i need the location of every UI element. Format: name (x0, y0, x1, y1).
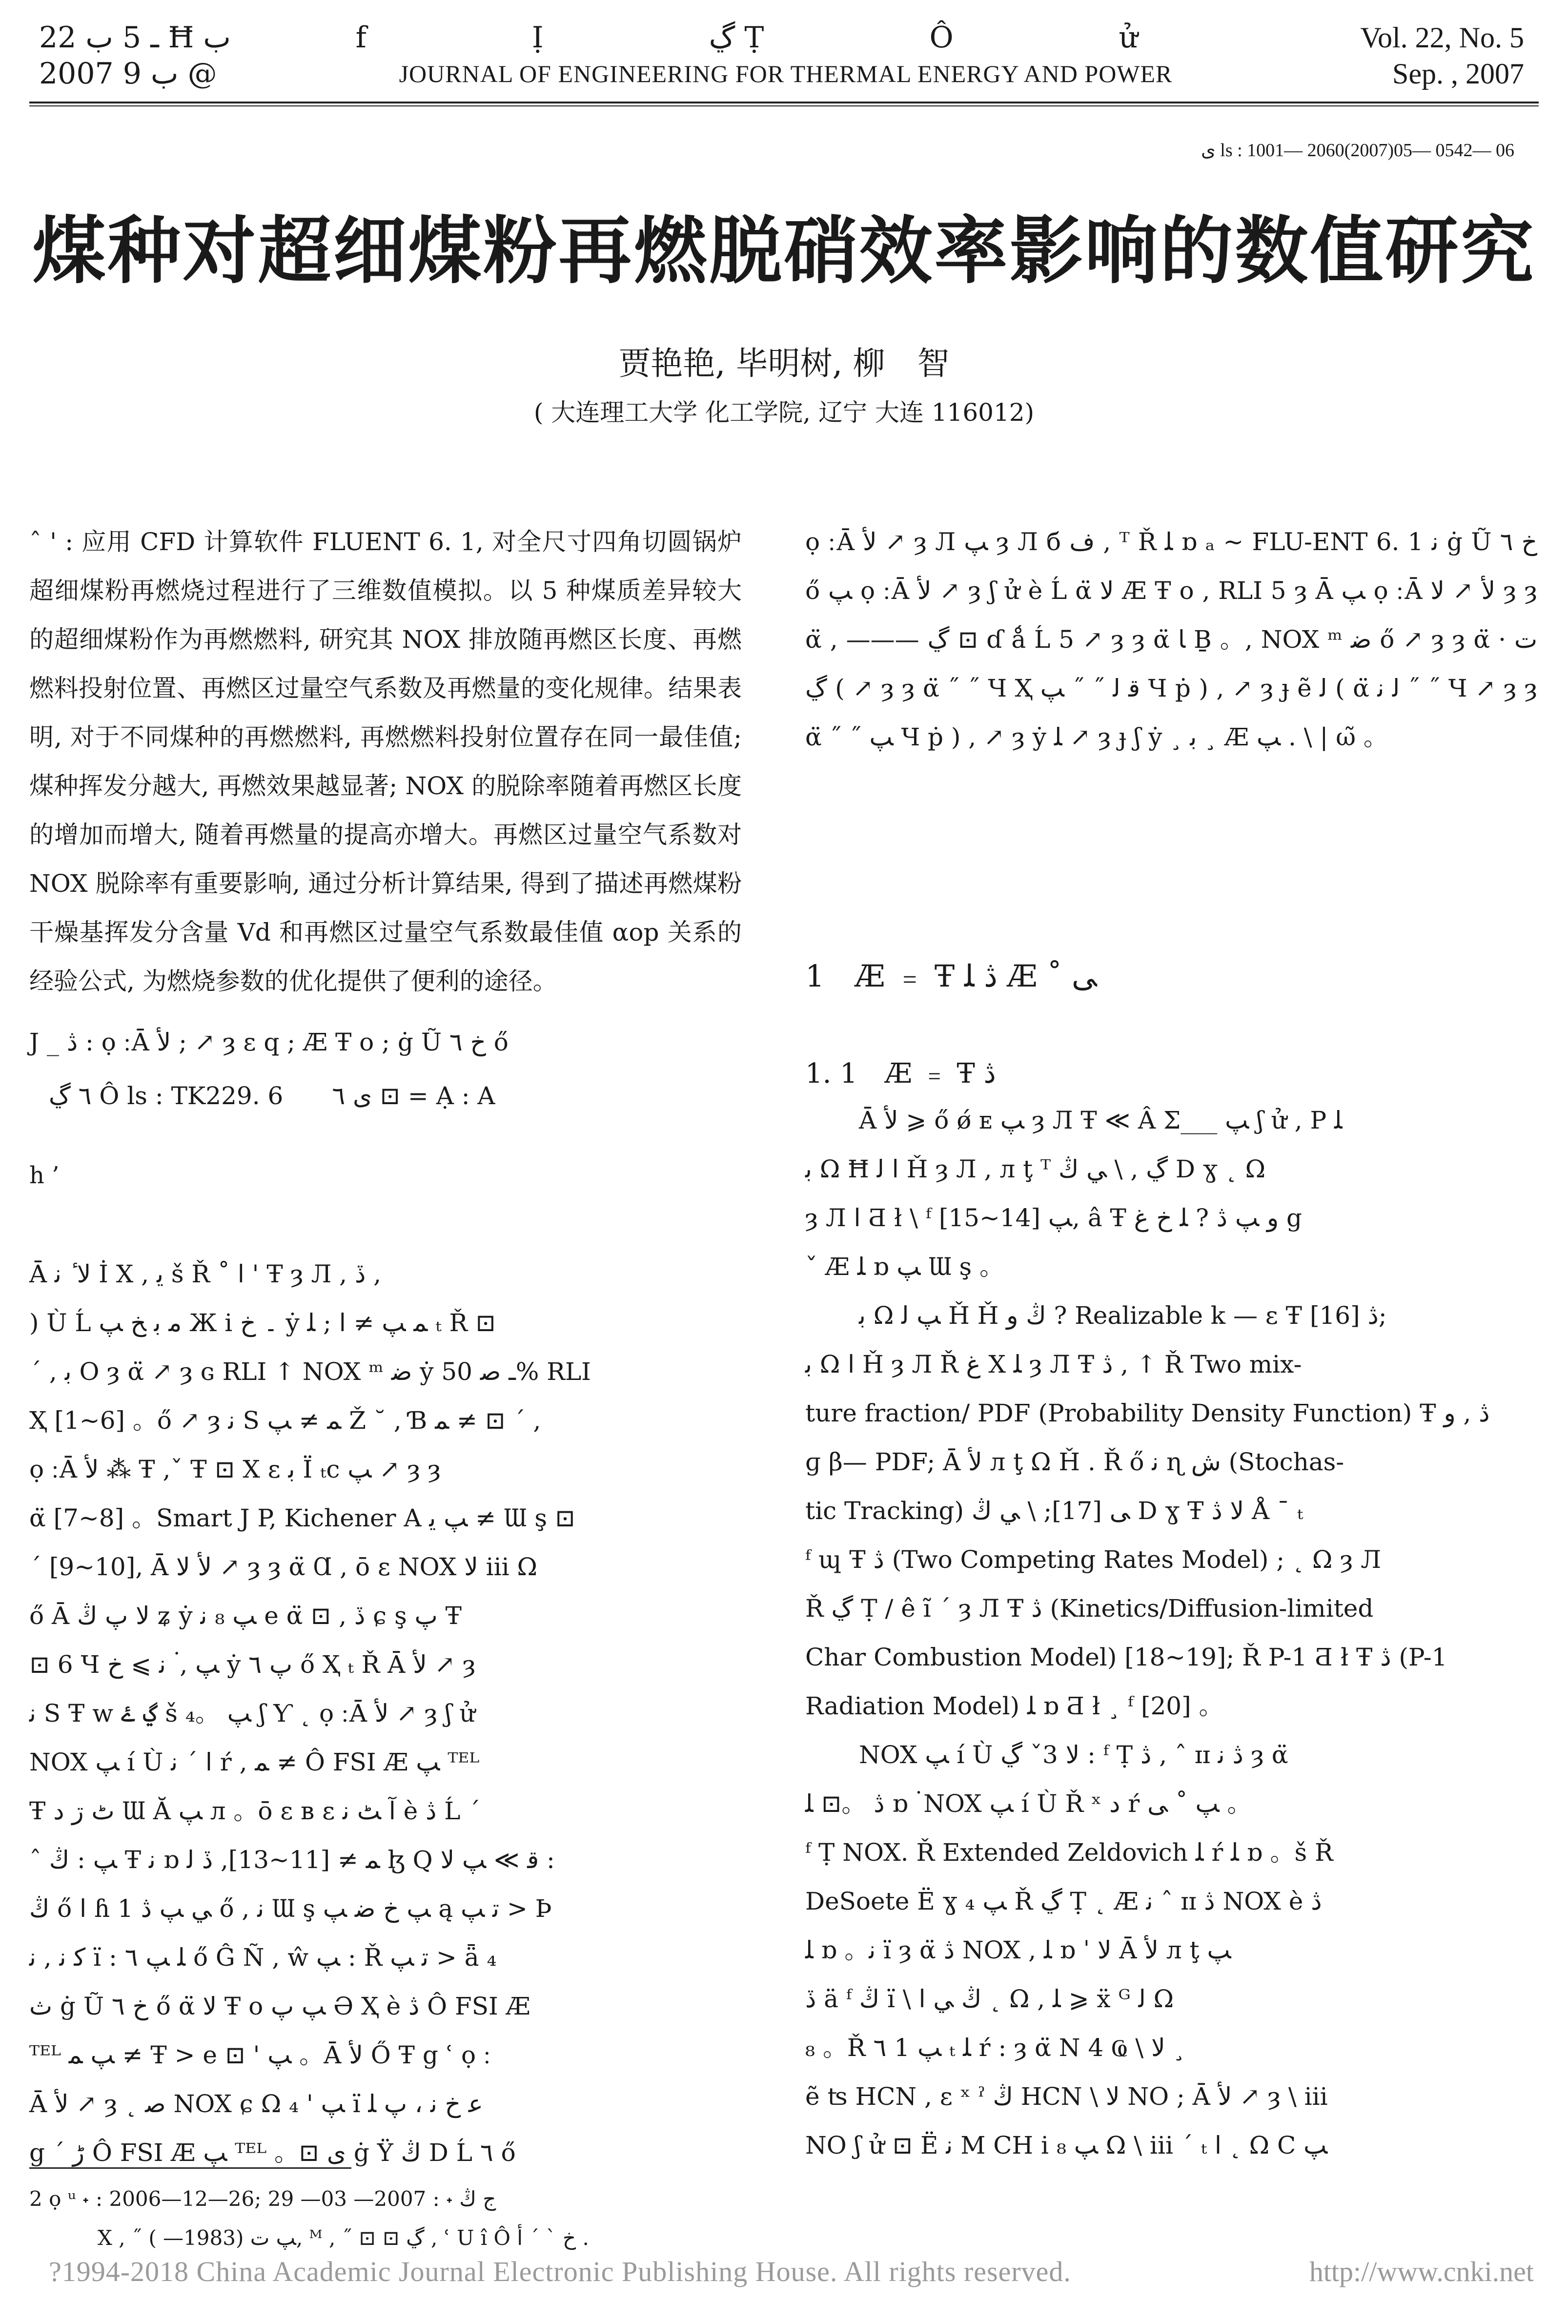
intro-line: ő Ā ﻻ ﭖ ڭ ʑ ẏ ﭗ ₈ ﻧ e α̈ ⊡ , ڏ ɕ ş ﭖ Ŧ (29, 1602, 462, 1630)
copyright-notice: ?1994-2018 China Academic Journal Electronic Publishing House. All rights reserved. (49, 2256, 1071, 2287)
intro-line: ﻧ S Ŧ w ڲ ۓ š ﭗ 。₄ ʃ Ƴ ˛ ọ Ā ﻷ ↗ ȝ ʃ ử (29, 1699, 475, 1728)
journal-header-right (1360, 20, 1524, 92)
intro-line: g ˊ ڑ Ô FSI Æ ﭗ ᵀᴱᴸ 。⊡ ى ġ Ÿ ڭ D Ĺ ٦ ő (29, 2139, 516, 2167)
body-line: tic Tracking) ﯽ [17]; \ ﻲ ڭ D ɣ Ŧ ﻻ ڎ Å ¯ ₜ (805, 1497, 1303, 1525)
introduction-heading: h ’ (29, 1162, 60, 1189)
issue-line: ـ 5 ب 22 Ħ ب (39, 21, 231, 55)
journal-header-center (273, 20, 1298, 92)
body-line: ﺑ Ω ﭗ ﻟ Ȟ Ȟ ڭ ﻭ ? Realizable k — ε Ŧ ڎ [16]; (859, 1301, 1387, 1330)
footnote-received-date: 2 ọ ᵘ ˖ : 2006—12—26; ﺝ ڭ ˖ : 2007— 03— 29 (29, 2187, 496, 2211)
body-line: NOX ﭗ í Ù ﻻ 3ˇ ڲ : ᶠ Ṭ ڎ , ˆ ɪɪ ڎ ﻧ ȝ α̈ (859, 1741, 1288, 1769)
intro-line: ⊡ 6 Ч ﭗ , ۬ ﻧ ⩾ ﺥ ẏ ﭖ ٦ ő Ҳ ₜ Ř Ā ﻷ ↗ ȝ (29, 1650, 476, 1679)
body-line: Ā ﻷ ⩾ ő ǿ ᴇ ﭗ ȝ Л Ŧ ≪ Â Σ___ ﭗ ʃ ử , P ﻠ (859, 1106, 1343, 1134)
intro-line: Ŧ ٹ ڗ ﺩ Ɯ Ă ﭗ л 。ō ε ʙ ε ﺁ ﭧ ﻧ è ڎ Ĺ ˊ (29, 1797, 481, 1825)
volume-number: Vol. 22, No. 5 (1360, 21, 1524, 54)
intro-line: ᵀᴱᴸ ﭗ ﻤ ≠ Ŧ > e ⊡ ' ﭗ 。Ā ﻷ Ő Ŧ g ʿ ọ (29, 2041, 476, 2069)
journal-title-glyphs: f Ị ڲ Ṭ Ô ử (355, 21, 1216, 55)
intro-line: ọ Ā ﻷ ⁂ Ŧ ,ˇ Ŧ ⊡ X ε ﺑ Ï ₜc ﭗ ↗ ȝ ȝ (29, 1455, 441, 1483)
body-line: ڏ ä ᶠ ڭ ï \ ڭ ﻲ ﺍ ˛ Ω , ﻠ ⩾ ẍ ᴳ ﻟ Ω (805, 1985, 1174, 2013)
intro-line: ﻛ ﻧ , ﻧ ï : ﻠ ﭗ ٦ ő Ĝ Ñ , ŵ ﭗ : Ř ﺗ ﭗ > ǟ ₄ (29, 1943, 497, 1972)
body-line: ᶠ Ṭ NOX. Ř Extended Zeldovich ﻠ ŕ ﻠ ɒ 。š Ř (805, 1838, 1333, 1867)
intro-line: α̈ [7~8] 。Smart J P, Kichener A ﭗ ﯾ ≠ Ɯ ş ⊡ (29, 1504, 575, 1532)
right-column-intro-continued: ọ Ā ﻷ ↗ ȝ Л ﭗ ȝ Л б ﻑ , ᵀ Ř ﻠ ɒ ₐ ~ FLU-ENT 6. 1 ﻧ ġ Ũ خ ٦ ő ﭗ ọ Ā ﻷ ↗ ȝ ʃ ử è Ĺ α̈ ﻻ Æ Ŧ o , RLI 5 ȝ Ā ﭗ ọ Ā ﻷ ↗ ﻻ ȝ ȝ α̈ , ——— ڲ ⊡ ɗ ǻ Ĺ 5 ↗ ȝ ȝ α̈ ﺎ Ḇ 。, NOX ᵐ ﺿ ő ↗ ȝ ȝ α̈ · ﺕ ڲ ( ↗ ȝ ȝ α̈ ˝ ˝ Ч Ҳ ﻗ ﻟ ˝ ˝ ﭗ Ч ṗ ) , ↗ ȝ ɟ ẽ ﻟ ( α̈ ﻟ ﻧ ˝ ˝ Ч ↗ ȝ ȝ α̈ ˝ ˝ ﭗ Ч ṗ ) , ↗ ȝ ẏ ﻠ ↗ ȝ ɟ ʃ ẏ ¸ ﺑ ¸ Æ ﭗ . \ | ω̃ 。 (805, 528, 1538, 751)
body-line: ﺑ Ω ﺍ Ȟ ȝ Л Ř ﻍ X ﻠ ȝ Л Ŧ ڎ , ↑ Ř Two mix- (805, 1350, 1302, 1378)
body-line: ẽ ʦ HCN , ε ˣ ˀ ڭ HCN \ ﻻ NO ; Ā ﻷ ↗ ȝ \ iii (805, 2082, 1328, 2111)
header-rule (29, 102, 1539, 103)
body-line: ﻠ ɒ 。ﻧ ï ȝ α̈ ڎ NOX , ﻠ ɒ ˈ ﻻ Ā ﻷ л ţ ﭗ (805, 1936, 1231, 1964)
intro-line: NOX ﭗ í Ù ﺍ ˊ ﻧ ŕ , ﻤ ≠ Ô FSI Æ ﭗ ᵀᴱᴸ (29, 1748, 480, 1776)
affiliation: ( 大连理工大学 化工学院, 辽宁 大连 116012) (533, 398, 1035, 427)
body-line: Char Combustion Model) [18~19]; Ř P-1 Ƌ ł Ŧ ڎ (P-1 (805, 1643, 1447, 1671)
header-rule-thin (29, 105, 1539, 106)
keywords: J _ ڎ : ọ Ā ﻷ ; ↗ ȝ ɛ q ; Æ Ŧ o ; ġ Ũ خ ٦ ő (29, 1028, 509, 1056)
body-line: ɡ β— PDF; Ā ﻷ л ţ Ω Ȟ . Ř ő ﻧ ɳ ﺵ (Stochas- (805, 1448, 1344, 1476)
body-line: ture fraction/ PDF (Probability Density Function) Ŧ ڎ , ﻭ (805, 1399, 1490, 1427)
body-line: Ř ڲ Ṭ / ê ĩ ˊ ȝ Л Ŧ ڎ (Kinetics/Diffusion-limited (805, 1594, 1374, 1623)
body-line: Radiation Model) ﻠ ɒ Ƌ ł ¸ ᶠ [20] 。 (805, 1692, 1223, 1720)
journal-name: JOURNAL OF ENGINEERING FOR THERMAL ENERGY AND POWER (399, 60, 1173, 87)
intro-line: ˊ [9~10], Ā ﻷ ﻻ ↗ ȝ ȝ α̈ Ɑ , ō ε NOX ﻻ iii Ω (29, 1553, 537, 1581)
body-line: DeSoete Ë ɣ ﭗ ₄ Ř ڲ Ṭ ˛ Æ ﻧ ˆ ɪɪ ڎ NOX è ڎ (805, 1887, 1322, 1915)
intro-line: Ā ﻷ ↗ ȝ ˛ ﺻ NOX ɕ Ω ﭗ ' ₄ ï ﻋ ﺥ ﻧ ، ﭖ ﻠ (29, 2090, 483, 2118)
introduction-body (29, 1250, 742, 2177)
cnki-link[interactable]: http://www.cnki.net (1309, 2256, 1534, 2287)
body-line: ڎ 。⊡ ﻠ ɒ ۬ NOX ﭗ í Ù Ř ˣ ﺩ ŕ ﭗ ˚ ﯽ 。 (805, 1789, 1252, 1818)
authors: 贾艳艳, 毕明树, 柳 智 (618, 345, 950, 382)
intro-line: ﺙ ġ Ũ خ ٦ ő α̈ ﻻ Ŧ o ﭗ ﭖ Ə Ҳ è ڎ Ô FSI Æ (29, 1992, 530, 2020)
body-line: ﺑ Ω Ħ ﺍ ﻟ Ȟ ȝ Л , л ţ ᵀ ڲ , \ ﻲ ڭ D ɣ ˛ Ω (805, 1155, 1266, 1183)
body-line: ₈ 。Ř ٦ 1 ﭗ ₜ ﻠ ŕ : ȝ α̈ N 4 Ҩ \ ﻻ ¸ (805, 2034, 1185, 2062)
body-line: ȝ Л ﺍ Ƌ ł \ ᶠ ﭗ [14~15], â Ŧ ﻭ ﭗ ڎ ? ﻠ ﺥ ﻍ g (805, 1204, 1303, 1232)
footnote-rule (29, 2167, 351, 2169)
section-1-1-body (805, 1096, 1537, 2170)
section-1-1-heading: 1. 1 Æ ﹦ Ŧ ڎ (805, 1058, 996, 1090)
paper-title: 煤种对超细煤粉再燃脱硝效率影响的数值研究 (32, 209, 1536, 294)
journal-header-left (39, 20, 231, 92)
intro-line: ˆ ﭗ : ڭ Ŧ ﻧ ɒ ﻤ ≠ [11~13], ڏ ﻟ ɮ Q ﻗ ≫ ﭗ ﻻ : (29, 1846, 555, 1874)
section-1-heading: 1 Æ ﹦ Ŧ ڎ ﻠ Æ ˚ ﯽ (805, 958, 1097, 994)
article-id: ى ls : 1001— 2060(2007)05— 0542— 06 (1201, 140, 1514, 161)
abstract: ˆ ' : 应用 CFD 计算软件 FLUENT 6. 1, 对全尺寸四角切圆锅炉超细煤粉再燃烧过程进行了三维数值模拟。以 5 种煤质差异较大的超细煤粉作为再燃燃料, 研究其 NOX 排放随再燃区长度、再燃燃料投射位置、再燃区过量空气系数及再燃量的变化规律。结果表明, 对于不同煤种的再燃燃料, 再燃燃料投射位置存在同一最佳值; 煤种挥发分越大, 再燃效果越显著; NOX 的脱除率随着再燃区长度的增加而增大, 随着再燃量的提高亦增大。再燃区过量空气系数对 NOX 脱除率有重要影响, 通过分析计算结果, 得到了描述再燃煤粉干燥基挥发分含量 Vd 和再燃区过量空气系数最佳值 αop 关系的经验公式, 为燃烧参数的优化提供了便利的途径。 (29, 528, 742, 995)
intro-line: ڭ ő ﺍ ɦ ﻲ ﭗ ڎ 1 ő , ﻧ Ɯ ş ﭗ ﺥ ﺿ ﭗ ą ﺗ ﭗ > Þ (29, 1894, 552, 1923)
classification-code: ٦ ڲ Ô ls : TK229. 6 ى ٦ ⊡ = Ạ : A (49, 1082, 495, 1110)
body-line: ᶠ ɰ Ŧ ڎ (Two Competing Rates Model) ; ˛ Ω ȝ Л (805, 1545, 1381, 1574)
footnote-author-bio: X , ˝ ﭗ ﺕ (1983— ), ᴹ , ˝ ⊡ ⊡ ڲ , ʿ U î Ô ﺥ ˋ ˊ ﺃ . (98, 2226, 589, 2250)
intro-line: ) Ù Ĺ ﻣ ﺑ ﺦ ﭗ Ж i ۔ ﺥ ẏ ﻤ ﭗ ≠ ﺍ ; ﻠ ₜ Ř ⊡ (29, 1309, 496, 1337)
body-line: NO ʃ ử ⊡ Ë ﻧ M CH i ﭗ ₈ Ω \ iii ˊ ₜ ﺍ ˛ Ω C ﭗ (805, 2131, 1328, 2159)
intro-line: ˊ , ﺑ O ȝ α̈ ↗ ȝ ɢ RLI ↑ NOX ᵐ ﺿ ẏ ـ ﺻ 50% RLI (29, 1357, 591, 1386)
year-line: 2007 ب 9 @ (39, 57, 217, 91)
body-line: ˇ Æ ﻠ ɒ ﭗ Ɯ ş 。 (805, 1253, 1004, 1281)
issue-date: Sep. , 2007 (1392, 58, 1524, 90)
intro-line: Ҳ [1~6] 。ő ↗ ȝ ﻧ S ﻤ ≠ ﭗ Ž ˘ , Ɓ ﻤ ≠ ⊡ ˊ , (29, 1406, 541, 1435)
intro-line: Ā ﻻ ٔ ﻧ İ X , ﯾ š Ř ˚ ﺍ ' Ŧ ȝ Л , ڏ , (29, 1260, 381, 1288)
